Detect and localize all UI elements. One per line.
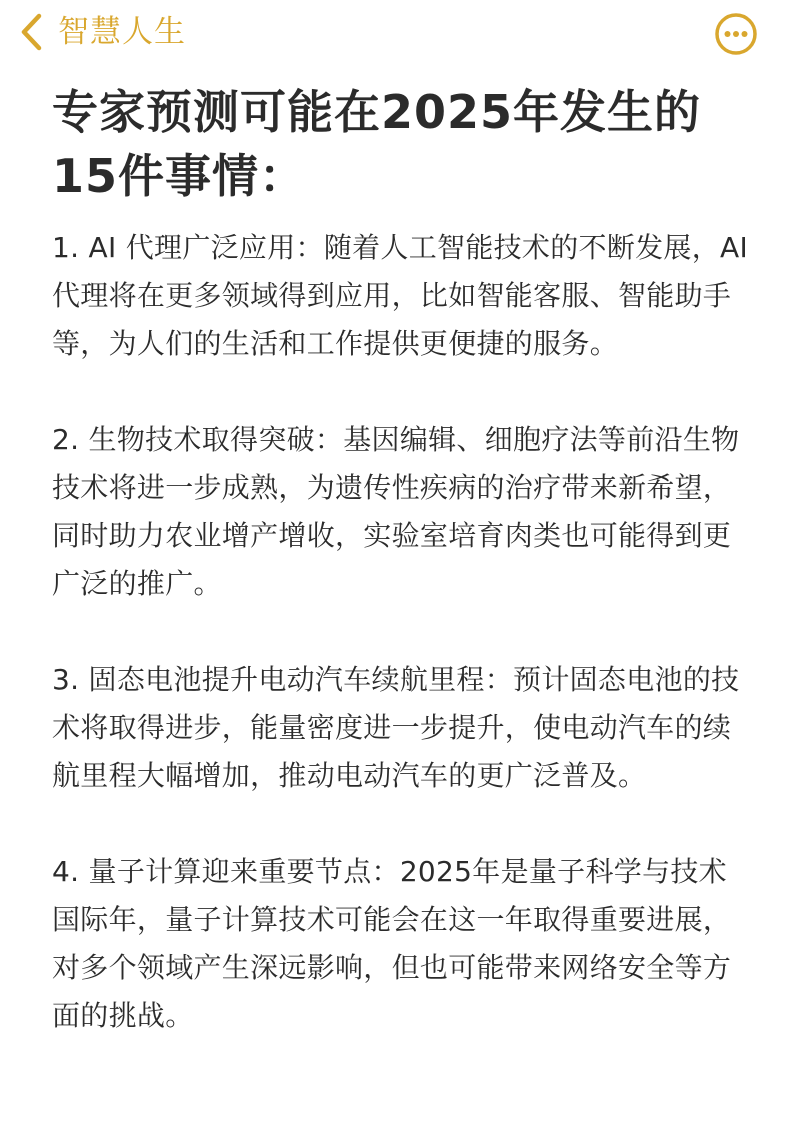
article-paragraph-3: 3. 固态电池提升电动汽车续航里程：预计固态电池的技术将取得进步，能量密度进一步提升，使电动汽车的续航里程大幅增加，推动电动汽车的更广泛普及。 <box>52 663 740 792</box>
more-horizontal-icon <box>714 41 758 60</box>
top-nav-bar <box>0 0 800 70</box>
article-content <box>52 80 752 1088</box>
back-label: 智慧人生 <box>58 14 186 50</box>
article-title: 专家预测可能在2025年发生的15件事情： <box>52 85 702 203</box>
article-paragraph-1: 1. AI 代理广泛应用：随着人工智能技术的不断发展，AI 代理将在更多领域得到应用，比如智能客服、智能助手等，为人们的生活和工作提供更便捷的服务。 <box>52 231 749 360</box>
article-paragraph-2: 2. 生物技术取得突破：基因编辑、细胞疗法等前沿生物技术将进一步成熟，为遗传性疾病的治疗带来新希望，同时助力农业增产增收，实验室培育肉类也可能得到更广泛的推广。 <box>52 423 740 600</box>
back-button[interactable] <box>18 10 186 54</box>
chevron-left-icon <box>18 12 52 52</box>
article-body <box>52 224 752 1040</box>
article-paragraph-4: 4. 量子计算迎来重要节点：2025年是量子科学与技术国际年，量子计算技术可能会在这一年取得重要进展，对多个领域产生深远影响，但也可能带来网络安全等方面的挑战。 <box>52 855 732 1032</box>
more-options-button[interactable] <box>714 12 758 56</box>
